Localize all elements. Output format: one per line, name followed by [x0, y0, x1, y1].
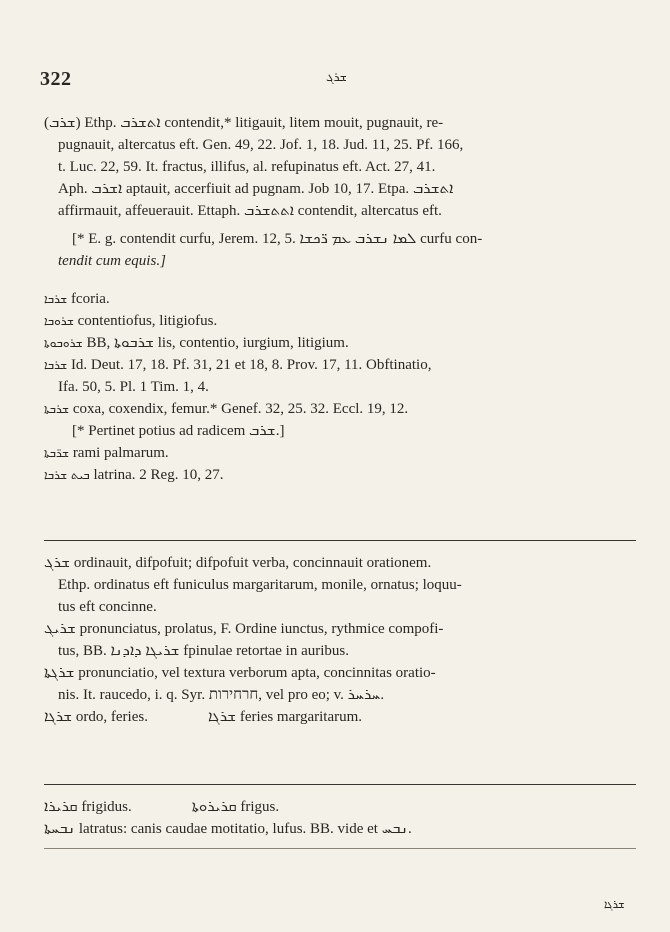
text-line: (ܫܪܒ) Ethp. ܐܬܫܪܒ contendit,* litigauit, litem mouit, pugnauit, re- — [44, 115, 444, 131]
text-line: affirmauit, affeuerauit. Ettaph. ܐܬܬܫܪܒ contendit, altercatus eft. — [58, 203, 442, 219]
footnote-line: tendit cum equis.] — [58, 253, 166, 269]
section-2 — [44, 552, 636, 728]
section-divider — [44, 540, 636, 541]
list-item: ܫܪܒܐ fcoria. — [44, 291, 110, 307]
syriac-headword: ܫܪܘܒܐ — [44, 314, 74, 328]
section-1 — [44, 112, 636, 272]
syriac-headword: ܫܪܒܐ — [44, 358, 68, 372]
text-line: ܫܪܝܓ pronunciatus, prolatus, F. Ordine iunctus, rythmice compofi- — [44, 621, 444, 637]
syriac-headword: ܫܪܒܐ — [44, 292, 68, 306]
text-line: t. Luc. 22, 59. It. fractus, illifus, al. refupinatus eft. Act. 27, 41. — [58, 159, 436, 175]
list-item: ܒܝܬ ܫܪܒܐ latrina. 2 Reg. 10, 27. — [44, 467, 224, 483]
syriac-headword: ܫܪܘܒܘܬܐ — [44, 336, 83, 350]
list-item: ܫܪ̈ܒܬܐ rami palmarum. — [44, 445, 169, 461]
list-item-cont: Ifa. 50, 5. Pl. 1 Tim. 1, 4. — [58, 379, 209, 395]
section-3 — [44, 796, 636, 840]
section-divider — [44, 784, 636, 785]
bottom-divider — [44, 848, 636, 849]
text-line: ܩܪܝܪܐ frigidus. ܩܪܝܪܘܬܐ frigus. — [44, 799, 280, 815]
syriac-headword: ܫܪܒܬܐ — [44, 402, 70, 416]
text-line: ܫܪܓܬܐ pronunciatio, vel textura verborum apta, concinnitas oratio- — [44, 665, 436, 681]
text-line: ܫܪܓܐ ordo, feries. ܫܪܓܐ feries margaritarum. — [44, 709, 363, 725]
text-line: pugnauit, altercatus eft. Gen. 49, 22. Jof. 1, 18. Jud. 11, 25. Pf. 166, — [58, 137, 464, 153]
syriac-headword: ܒܝܬ ܫܪܒܐ — [44, 468, 90, 482]
list-item: ܫܪܒܐ Id. Deut. 17, 18. Pf. 31, 21 et 18, 8. Prov. 17, 11. Obftinatio, — [44, 357, 432, 373]
text-line: ܫܪܓ ordinauit, difpofuit; difpofuit verba, concinnauit orationem. — [44, 555, 432, 571]
text-line: Ethp. ordinatus eft funiculus margaritarum, monile, ornatus; loquu- — [58, 577, 462, 593]
list-item: ܫܪܘܒܘܬܐ BB, ܫܪܒܘܬܐ lis, contentio, iurgium, litigium. — [44, 335, 349, 351]
page-number: 322 — [40, 68, 72, 90]
text-line: nis. It. raucedo, i. q. Syr. חרחירות, vel pro eo; v. ܚܪܚܪ. — [58, 687, 385, 703]
catchword: ܫܪܓܐ — [604, 898, 625, 911]
text-line: ܢܒܚܬܐ latratus: canis caudae motitatio, lufus. BB. vide et ܢܒܚ. — [44, 821, 412, 837]
list-item: ܫܪܘܒܐ contentiofus, litigiofus. — [44, 313, 218, 329]
list-item: ܫܪܒܬܐ coxa, coxendix, femur.* Genef. 32, 25. 32. Eccl. 19, 12. — [44, 401, 409, 417]
text-line: tus eft concinne. — [58, 599, 157, 615]
text-line: tus, BB. ܫܪܝܓܐ ܕܐܕܢܐ fpinulae retortae in auribus. — [58, 643, 350, 659]
running-head: ܫܪܓ — [326, 70, 347, 84]
footnote-line: [* Pertinet potius ad radicem ܫܪܒ.] — [72, 423, 285, 439]
text-line: Aph. ܐܫܪܒ aptauit, accerfiuit ad pugnam. Job 10, 17. Etpa. ܐܬܫܪܒ — [58, 181, 454, 197]
syriac-headword: ܫܪ̈ܒܬܐ — [44, 446, 70, 460]
footnote-line: [* E. g. contendit curfu, Jerem. 12, 5. ܠܡܐ ܢܫܪܒ ܥܡ ܪ̈ܟܫܐ curfu con- — [72, 231, 483, 247]
entries-1 — [44, 288, 636, 486]
